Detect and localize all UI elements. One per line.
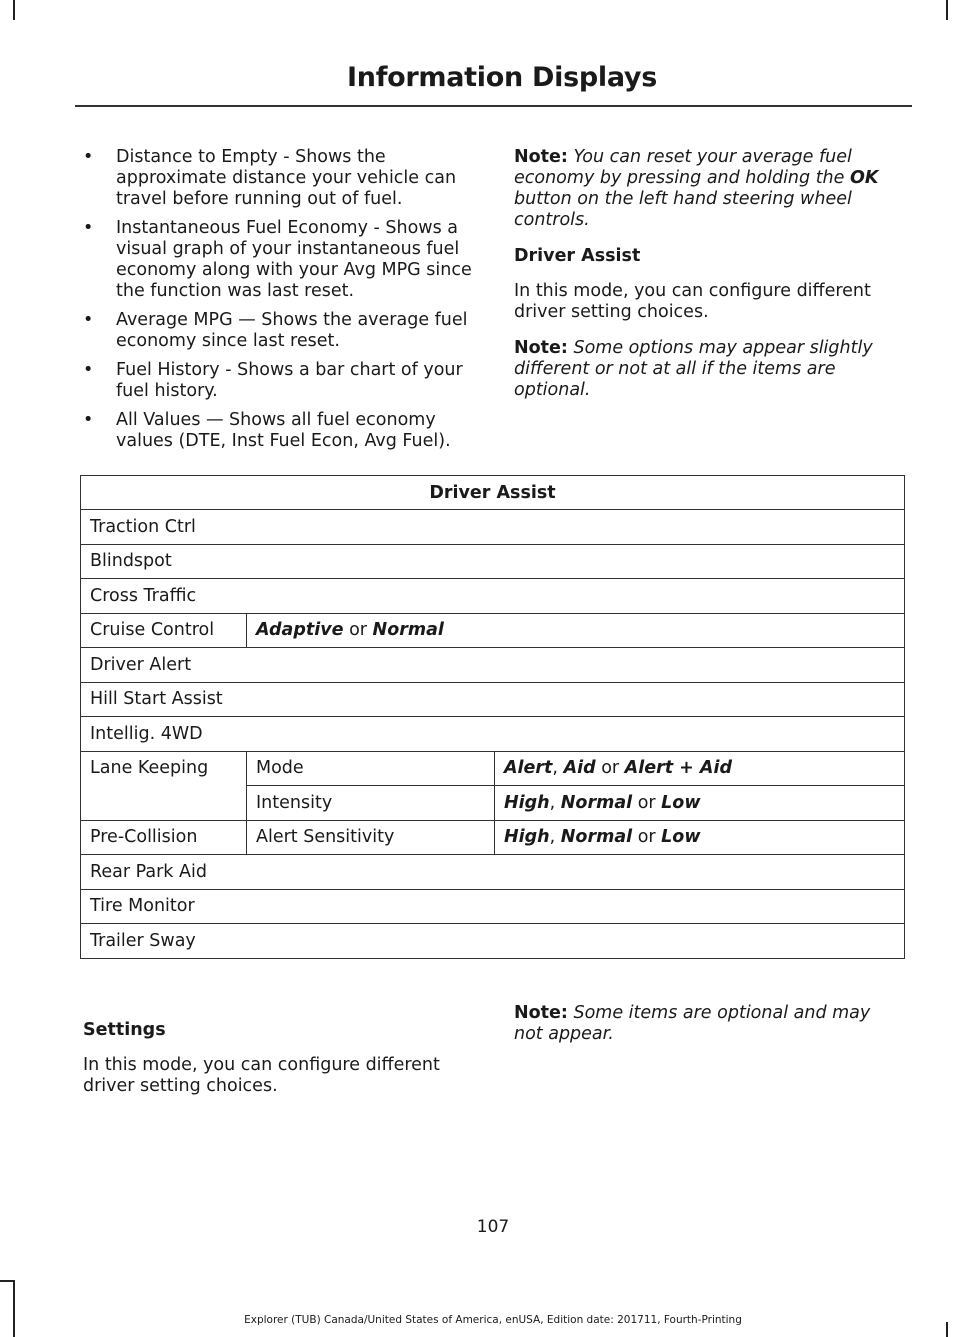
right-column [514,147,899,416]
note-label: Note: [514,147,568,167]
note-text: Some options may appear slightly different or not at all if the items are optional. [514,338,873,400]
table-row: Intellig. 4WD [81,717,905,752]
option-adaptive: Adaptive [256,620,344,641]
driver-assist-paragraph: In this mode, you can configure different driver setting choices. [514,281,871,322]
table-row: Rear Park Aid [81,855,905,890]
left-column [83,147,478,460]
list-item: • Average MPG — Shows the average fuel economy since last reset. [83,310,478,352]
list-item: • Fuel History - Shows a bar chart of your fuel history. [83,360,478,402]
note-label: Note: [514,338,568,358]
crop-mark-bottom-left-h [0,1280,15,1282]
note-text-end: button on the left hand steering wheel controls. [514,189,852,230]
list-item: • All Values — Shows all fuel economy values (DTE, Inst Fuel Econ, Avg Fuel). [83,410,478,452]
row-label: Cruise Control [81,613,247,648]
options-note [514,338,899,401]
edition-info: Explorer (TUB) Canada/United States of America, enUSA, Edition date: 201711, Fourth-Printing [244,1314,742,1326]
note-ok-button-ref: OK [849,168,879,188]
option-high: High [504,792,550,813]
option-separator: or [632,827,662,848]
table-row: Blindspot [81,544,905,579]
note-label: Note: [514,1003,568,1023]
crop-mark-top-right [946,0,948,20]
sub-label: Alert Sensitivity [247,820,495,855]
table-row: Traction Ctrl [81,510,905,545]
crop-mark-bottom-left [13,1280,15,1337]
row-options [247,613,905,648]
option-separator: or [632,792,662,813]
sub-label: Mode [247,751,495,786]
option-normal: Normal [560,827,633,848]
option-high: High [504,827,550,848]
table-title: Driver Assist [81,476,905,510]
option-normal: Normal [372,620,444,641]
table-row-lane-mode [81,751,905,786]
option-separator: , [549,792,561,813]
option-separator: or [343,620,373,641]
feature-list [83,147,478,452]
table-row-cruise [81,613,905,648]
list-item: • Distance to Empty - Shows the approximate distance your vehicle can travel before running out of fuel. [83,147,478,210]
option-separator: , [549,827,561,848]
optional-items-note [514,1003,899,1045]
option-alert: Alert [504,758,553,779]
option-aid: Aid [563,758,596,779]
option-low: Low [661,792,701,813]
driver-assist-table [80,475,905,959]
row-options [495,820,905,855]
table-row: Cross Traffic [81,579,905,614]
note-text: You can reset your average fuel economy by pressing and holding the [514,147,852,188]
reset-note [514,147,899,231]
table-row: Trailer Sway [81,924,905,959]
table-row: Tire Monitor [81,889,905,924]
row-label: Lane Keeping [81,751,247,820]
option-low: Low [661,827,701,848]
page-number: 107 [476,1217,510,1237]
settings-paragraph: In this mode, you can configure different driver setting choices. [83,1055,440,1096]
section-heading-driver-assist: Driver Assist [514,246,641,266]
page-title: Information Displays [347,62,657,93]
section-heading-settings: Settings [83,1020,166,1040]
row-options [495,751,905,786]
settings-note-section [514,1003,899,1060]
row-label: Pre-Collision [81,820,247,855]
row-options [495,786,905,821]
settings-section [83,1020,478,1112]
table-row: Driver Alert [81,648,905,683]
list-item: • Instantaneous Fuel Economy - Shows a visual graph of your instantaneous fuel economy along with your Avg MPG since the function was last reset. [83,218,478,302]
option-alert-aid: Alert + Aid [624,758,732,779]
crop-mark-top-left [13,0,15,20]
sub-label: Intensity [247,786,495,821]
table-row-pre-collision [81,820,905,855]
option-separator: or [595,758,625,779]
option-separator: , [552,758,564,779]
header-divider [75,105,912,107]
note-text: Some items are optional and may not appear. [514,1003,871,1044]
table-row: Hill Start Assist [81,682,905,717]
option-normal: Normal [560,792,633,813]
